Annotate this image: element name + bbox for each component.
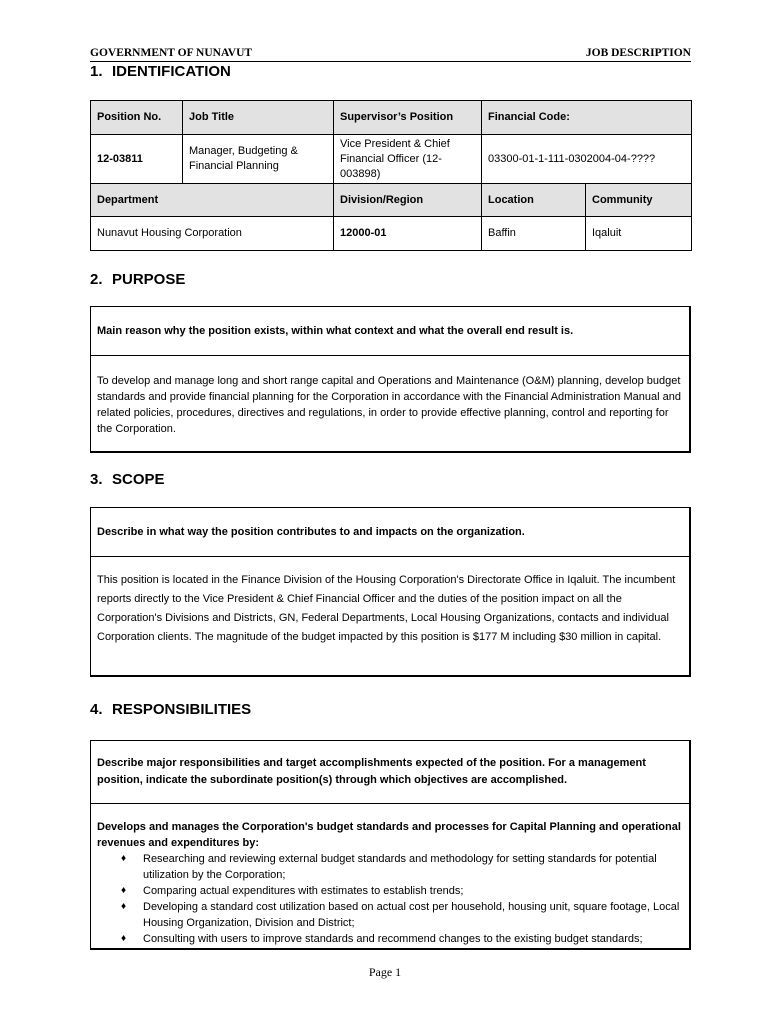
section-title-purpose: 2. PURPOSE [90,271,186,288]
section-title-responsibilities: 4. RESPONSIBILITIES [90,701,252,718]
location: Baffin [482,217,586,251]
purpose-text: To develop and manage long and short range capital and Operations and Maintenance (O&M) planning, develop budget standards and provide financial planning for the Corporation in accordance with the Financial Administration Manual and related policies, procedures, directives and regulations, in order to provide effective planning, control and reporting for the Corporation. [97,375,681,435]
header-community: Community [586,184,692,217]
list-item: ♦ Comparing actual expenditures with estimates to establish trends; [121,885,464,897]
responsibilities-caption: Describe major responsibilities and target accomplishments expected of the position. For a management position, indicate the subordinate position(s) through which objectives are accomplished. [91,741,689,804]
financial-code: 03300-01-1-111-0302004-04-???? [482,135,692,184]
header-rule [90,61,691,62]
header-department: Department [91,184,334,217]
division-region: 12000-01 [334,217,482,251]
responsibilities-body [91,804,689,947]
purpose-caption: Main reason why the position exists, within what context and what the overall end result is. [91,307,689,356]
header-position-no: Position No. [91,101,183,135]
diamond-bullet-icon: ♦ [121,885,127,896]
identification-table [90,100,692,251]
scope-box [90,507,691,677]
table-row [91,217,692,251]
page-number: Page 1 [368,965,402,979]
table-header-row [91,184,692,217]
responsibilities-box [90,740,691,950]
list-item: ♦ Developing a standard cost utilization based on actual cost per household, housing unit, square footage, Local Housing Organization, Division and District; [121,901,680,929]
purpose-box [90,306,691,453]
community: Iqaluit [586,217,692,251]
job-title: Manager, Budgeting & Financial Planning [183,135,334,184]
scope-text: This position is located in the Finance Division of the Housing Corporation's Directorate Office in Iqaluit. The incumbent reports directly to the Vice President & Chief Financial Officer and the duties of the position impact on all the Corporation's Divisions and Districts, GN, Federal Departments, Local Housing Organizations, contacts and individual Corporation clients. The magnitude of the budget impacted by this position is $177 M including $30 million in capital. [97,574,676,643]
diamond-bullet-icon: ♦ [121,901,127,912]
header-location: Location [482,184,586,217]
department: Nunavut Housing Corporation [91,217,334,251]
section-title-identification: 1. IDENTIFICATION [90,63,231,80]
table-header-row [91,101,692,135]
page-header [90,47,691,61]
header-division: Division/Region [334,184,482,217]
position-number: 12-03811 [91,135,183,184]
header-financial-code: Financial Code: [482,101,692,135]
table-row [91,135,692,184]
section-title-scope: 3. SCOPE [90,471,165,488]
responsibilities-lead: Develops and manages the Corporation's budget standards and processes for Capital Planning and operational revenues and expenditures by: [97,821,681,849]
header-org: GOVERNMENT OF NUNAVUT [90,47,253,59]
diamond-bullet-icon: ♦ [121,853,127,864]
diamond-bullet-icon: ♦ [121,933,127,944]
supervisor-position: Vice President & Chief Financial Officer (12-003898) [334,135,482,184]
header-supervisor: Supervisor’s Position [334,101,482,135]
list-item: ♦ Consulting with users to improve standards and recommend changes to the existing budget standards; [121,933,643,945]
header-doc-type: JOB DESCRIPTION [585,47,691,59]
scope-caption: Describe in what way the position contributes to and impacts on the organization. [91,508,689,557]
list-item: ♦ Researching and reviewing external budget standards and methodology for setting standards for potential utilization by the Corporation; [121,853,657,881]
responsibilities-list [97,851,683,947]
header-job-title: Job Title [183,101,334,135]
